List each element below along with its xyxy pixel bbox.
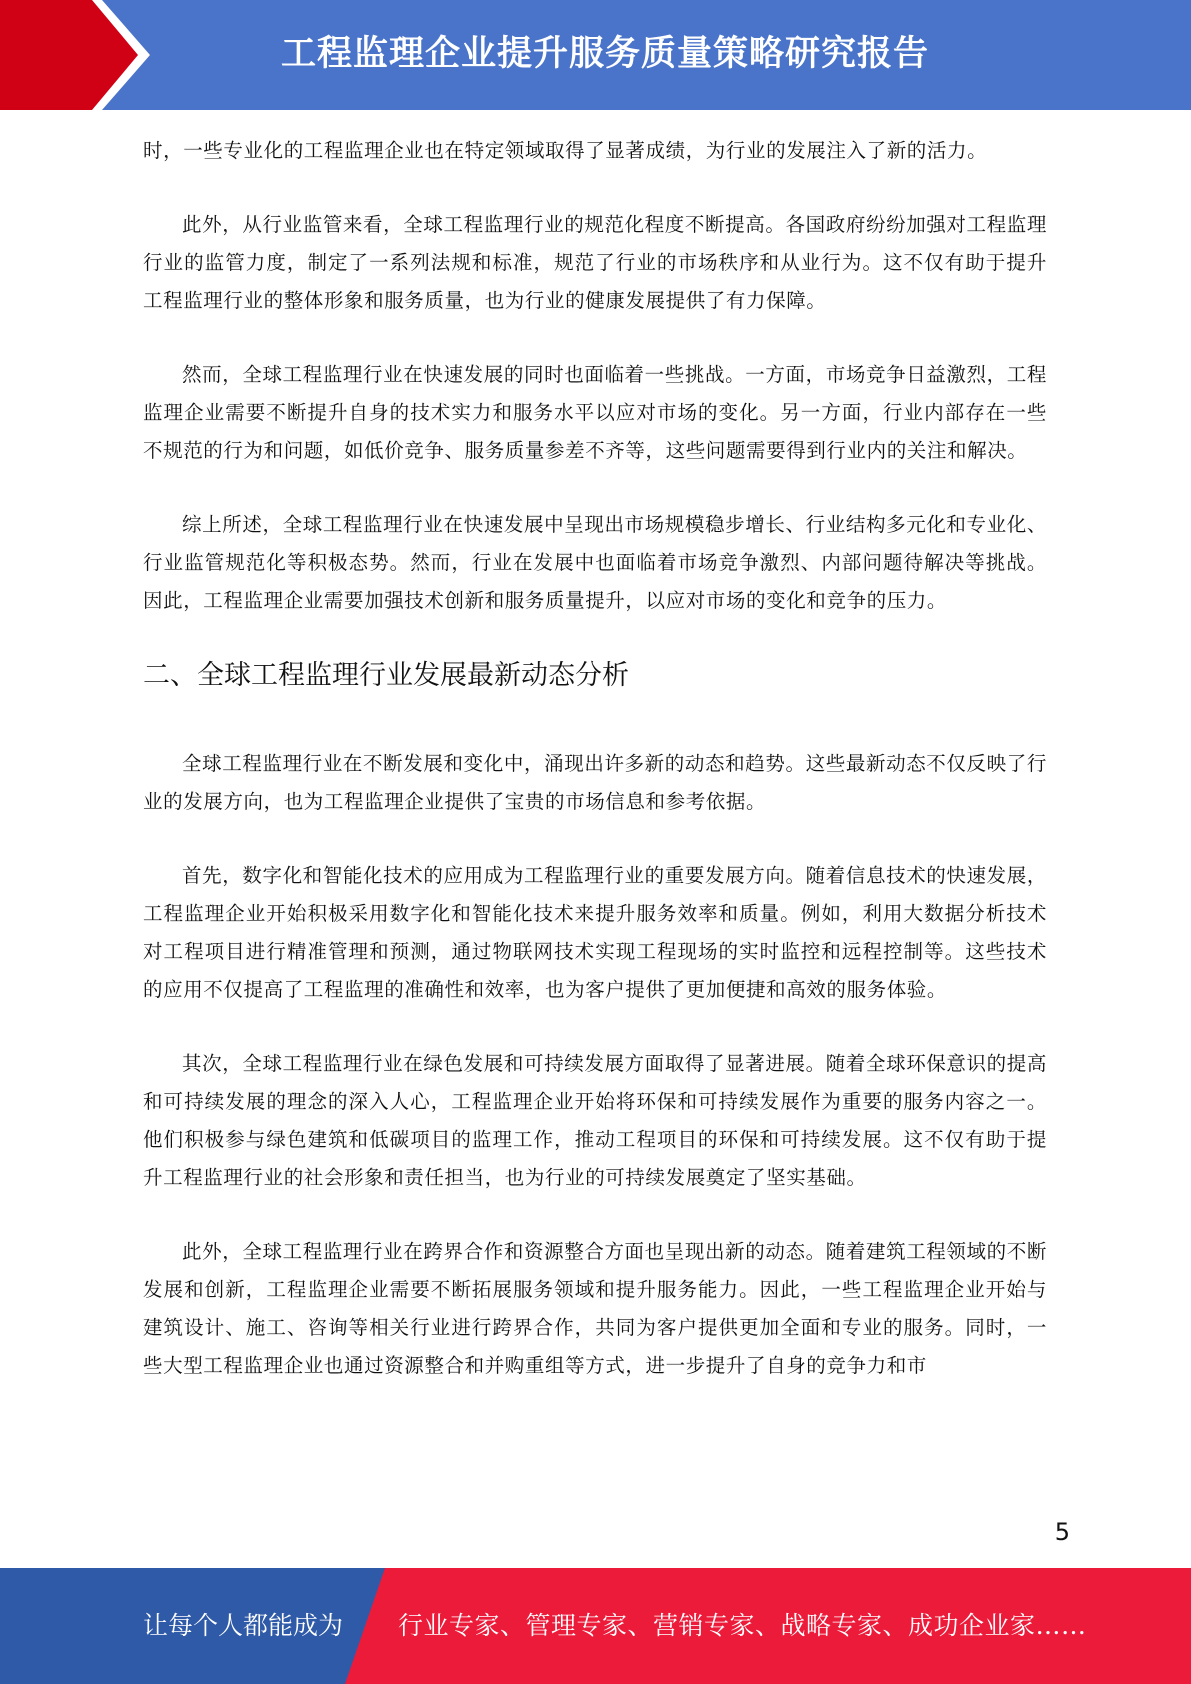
report-title: 工程监理企业提升服务质量策略研究报告 xyxy=(281,34,930,74)
paragraph: 全球工程监理行业在不断发展和变化中，涌现出许多新的动态和趋势。这些最新动态不仅反映了行业的发展方向，也为工程监理企业提供了宝贵的市场信息和参考依据。 xyxy=(143,752,1047,813)
page-number: 5 xyxy=(1054,1518,1070,1546)
paragraph: 综上所述，全球工程监理行业在快速发展中呈现出市场规模稳步增长、行业结构多元化和专业化、行业监管规范化等积极态势。然而，行业在发展中也面临着市场竞争激烈、内部问题待解决等挑战。因此，工程监理企业需要加强技术创新和服务质量提升，以应对市场的变化和竞争的压力。 xyxy=(143,513,1047,612)
footer-slogan-left: 让每个人都能成为 xyxy=(143,1611,344,1640)
paragraph: 然而，全球工程监理行业在快速发展的同时也面临着一些挑战。一方面，市场竞争日益激烈，工程监理企业需要不断提升自身的技术实力和服务水平以应对市场的变化。另一方面，行业内部存在一些不规范的行为和问题，如低价竞争、服务质量参差不齐等，这些问题需要得到行业内的关注和解决。 xyxy=(143,363,1047,462)
paragraph: 其次，全球工程监理行业在绿色发展和可持续发展方面取得了显著进展。随着全球环保意识的提高和可持续发展的理念的深入人心，工程监理企业开始将环保和可持续发展作为重要的服务内容之一。他们积极参与绿色建筑和低碳项目的监理工作，推动工程项目的环保和可持续发展。这不仅有助于提升工程监理行业的社会形象和责任担当，也为行业的可持续发展奠定了坚实基础。 xyxy=(143,1052,1047,1189)
paragraph: 此外，从行业监管来看，全球工程监理行业的规范化程度不断提高。各国政府纷纷加强对工程监理行业的监管力度，制定了一系列法规和标准，规范了行业的市场秩序和从业行为。这不仅有助于提升工程监理行业的整体形象和服务质量，也为行业的健康发展提供了有力保障。 xyxy=(143,213,1047,312)
page-footer-banner xyxy=(0,1568,1191,1684)
footer-slogan-right: 行业专家、管理专家、营销专家、战略专家、成功企业家…… xyxy=(398,1611,1087,1640)
page-body xyxy=(143,132,1047,1421)
section-heading: 二、全球工程监理行业发展最新动态分析 xyxy=(143,660,629,691)
page-header-banner xyxy=(0,0,1191,110)
paragraph: 此外，全球工程监理行业在跨界合作和资源整合方面也呈现出新的动态。随着建筑工程领域的不断发展和创新，工程监理企业需要不断拓展服务领域和提升服务能力。因此，一些工程监理企业开始与建筑设计、施工、咨询等相关行业进行跨界合作，共同为客户提供更加全面和专业的服务。同时，一些大型工程监理企业也通过资源整合和并购重组等方式，进一步提升了自身的竞争力和市 xyxy=(143,1240,1047,1377)
paragraph-continued: 时，一些专业化的工程监理企业也在特定领域取得了显著成绩，为行业的发展注入了新的活力。 xyxy=(143,139,988,162)
header-red-arrow xyxy=(0,0,150,110)
paragraph: 首先，数字化和智能化技术的应用成为工程监理行业的重要发展方向。随着信息技术的快速发展，工程监理企业开始积极采用数字化和智能化技术来提升服务效率和质量。例如，利用大数据分析技术对工程项目进行精准管理和预测，通过物联网技术实现工程现场的实时监控和远程控制等。这些技术的应用不仅提高了工程监理的准确性和效率，也为客户提供了更加便捷和高效的服务体验。 xyxy=(143,864,1047,1001)
